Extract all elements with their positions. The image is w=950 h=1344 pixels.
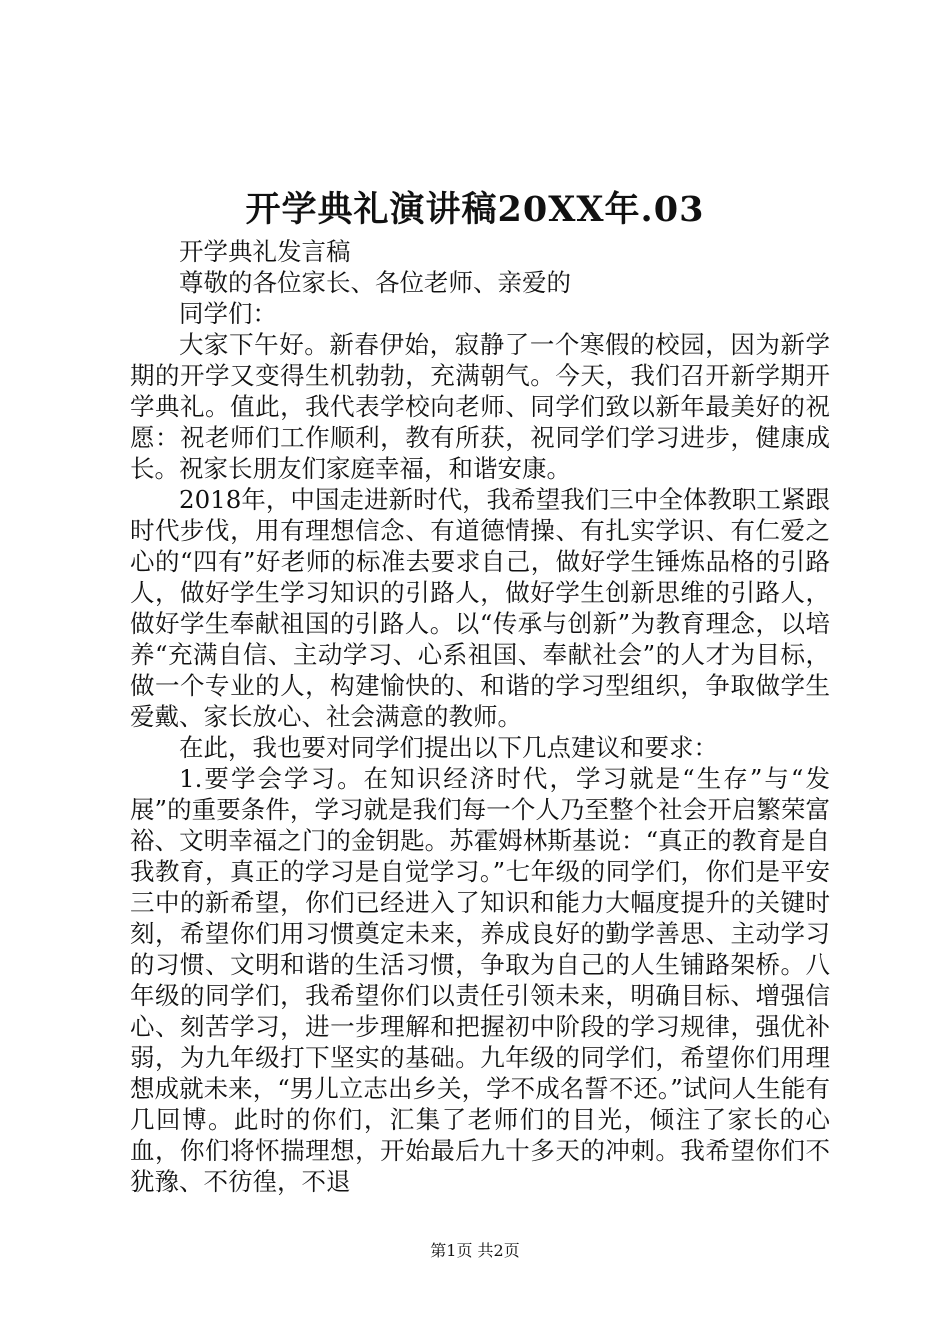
paragraph-suggestions-intro: 在此，我也要对同学们提出以下几点建议和要求： bbox=[179, 733, 718, 762]
paragraph-heading: 开学典礼发言稿 bbox=[179, 237, 351, 266]
paragraph-new-era: 2018年，中国走进新时代，我希望我们三中全体教职工紧跟时代步伐，用有理想信念、有道德情操、有扎实学识、有仁爱之心的“四有”好老师的标准去要求自己，做好学生锤炼品格的引路人，做好学生学习知识的引路人，做好学生创新思维的引路人，做好学生奉献祖国的引路人。以“传承与创新”为教育理念，以培养“充满自信、主动学习、心系祖国、奉献社会”的人才为目标，做一个专业的人，构建愉快的、和谐的学习型组织，争取做学生爱戴、家长放心、社会满意的教师。 bbox=[130, 485, 830, 731]
document-title: 开学典礼演讲稿20XX年.03 bbox=[245, 189, 705, 230]
document-body bbox=[130, 236, 830, 1197]
page-footer: 第1页 共2页 bbox=[430, 1241, 520, 1260]
paragraph-greeting: 大家下午好。新春伊始，寂静了一个寒假的校园，因为新学期的开学又变得生机勃勃，充满朝气。今天，我们召开新学期开学典礼。值此，我代表学校向老师、同学们致以新年最美好的祝愿：祝老师们工作顺利，教有所获，祝同学们学习进步，健康成长。祝家长朋友们家庭幸福，和谐安康。 bbox=[130, 330, 830, 483]
paragraph-salutation: 尊敬的各位家长、各位老师、亲爱的 bbox=[179, 268, 571, 297]
paragraph-salutation-cont: 同学们： bbox=[179, 299, 277, 328]
paragraph-learn-to-learn: 1.要学会学习。在知识经济时代，学习就是“生存”与“发展”的重要条件，学习就是我们每一个人乃至整个社会开启繁荣富裕、文明幸福之门的金钥匙。苏霍姆林斯基说：“真正的教育是自我教育，真正的学习是自觉学习。”七年级的同学们，你们是平安三中的新希望，你们已经进入了知识和能力大幅度提升的关键时刻，希望你们用习惯奠定未来，养成良好的勤学善思、主动学习的习惯、文明和谐的生活习惯，争取为自己的人生铺路架桥。八年级的同学们，我希望你们以责任引领未来，明确目标、增强信心、刻苦学习，进一步理解和把握初中阶段的学习规律，强优补弱，为九年级打下坚实的基础。九年级的同学们，希望你们用理想成就未来，“男儿立志出乡关，学不成名誓不还。”试问人生能有几回博。此时的你们，汇集了老师们的目光，倾注了家长的心血，你们将怀揣理想，开始最后九十多天的冲刺。我希望你们不犹豫、不彷徨，不退 bbox=[130, 764, 830, 1196]
